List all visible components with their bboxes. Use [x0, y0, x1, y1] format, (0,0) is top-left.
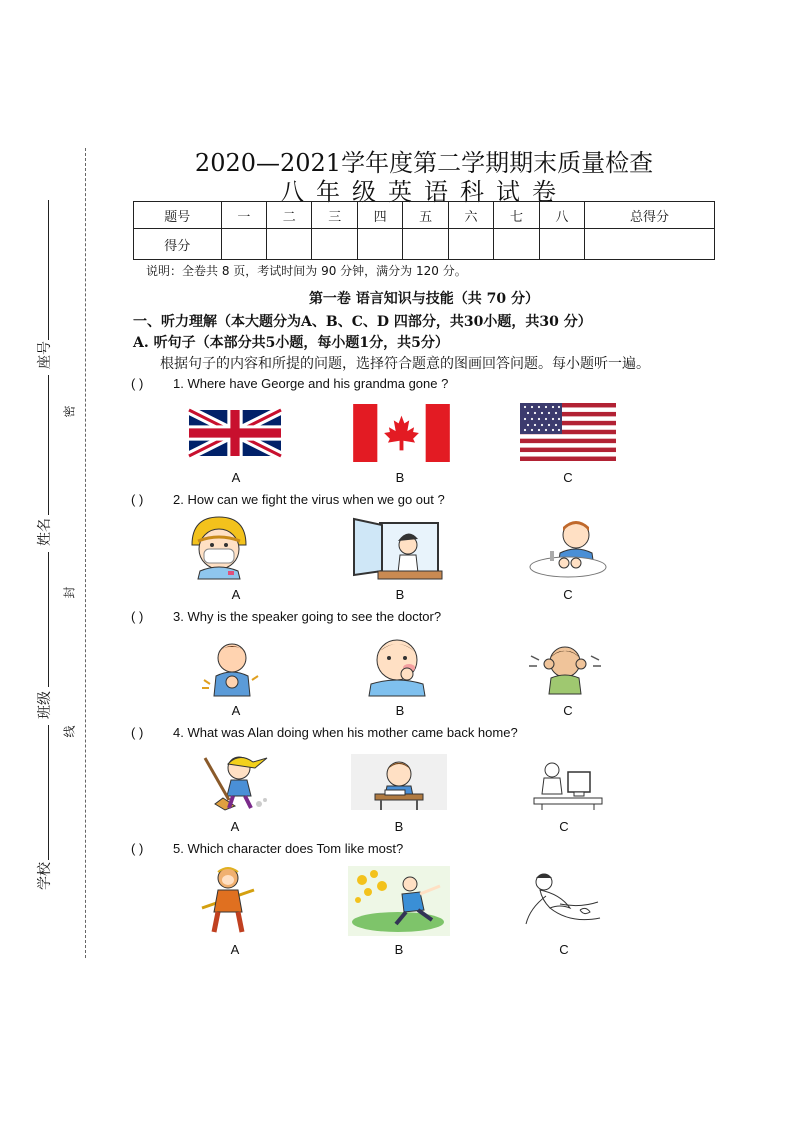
option-label: C	[559, 819, 569, 834]
option-label: A	[231, 587, 241, 602]
option-label: B	[395, 587, 405, 602]
seal-mark-xian: 线	[62, 725, 77, 738]
exam-title-line2: 八年级英语科试卷	[280, 178, 568, 206]
fairy-drawing-image[interactable]	[520, 868, 604, 928]
seat-number-label: 座号	[37, 341, 53, 369]
question-text: 2. How can we fight the virus when we go out ?	[173, 492, 445, 507]
canada-flag-image[interactable]	[353, 404, 450, 462]
score-cell[interactable]	[585, 229, 715, 260]
question-1	[131, 376, 448, 391]
girl-with-mask-image[interactable]	[188, 515, 250, 579]
question-text: 1. Where have George and his grandma gone ?	[173, 376, 449, 391]
option-label: A	[231, 703, 241, 718]
option-label: C	[563, 703, 573, 718]
sweeping-girl-image[interactable]	[195, 752, 275, 810]
score-table	[133, 201, 715, 260]
answer-blank[interactable]: ( )	[131, 725, 144, 740]
name-underline	[48, 375, 49, 515]
question-3	[131, 609, 441, 624]
part-title: 第一卷 语言知识与技能（共 70 分）	[308, 291, 540, 307]
us-flag-image[interactable]	[520, 403, 616, 461]
score-header-cell: 二	[267, 202, 312, 229]
question-5	[131, 841, 403, 856]
name-label: 姓名	[37, 518, 53, 546]
kungfu-scene-image[interactable]	[348, 866, 450, 936]
question-2	[131, 492, 445, 507]
studying-boy-image[interactable]	[351, 754, 447, 810]
score-cell[interactable]	[448, 229, 493, 260]
option-label: C	[559, 942, 569, 957]
question-text: 3. Why is the speaker going to see the doctor?	[173, 609, 442, 624]
exam-title-line1: 2020—2021学年度第二学期期末质量检查	[194, 149, 654, 177]
score-table-header-row	[134, 202, 715, 229]
option-label: A	[231, 470, 241, 485]
score-header-cell: 八	[539, 202, 584, 229]
class-label: 班级	[37, 691, 53, 719]
subsection-title: A. 听句子（本部分共5小题，每小题1分，共5分）	[133, 335, 449, 351]
option-label: B	[395, 470, 405, 485]
score-header-cell: 七	[494, 202, 539, 229]
option-label: A	[230, 819, 240, 834]
binding-dashed-line	[85, 148, 86, 958]
seal-mark-mi: 密	[62, 405, 77, 418]
score-header-cell: 总得分	[585, 202, 715, 229]
score-cell[interactable]	[221, 229, 266, 260]
school-underline	[48, 725, 49, 860]
school-label: 学校	[37, 862, 53, 890]
score-header-cell: 题号	[134, 202, 222, 229]
score-header-cell: 一	[221, 202, 266, 229]
score-cell[interactable]	[357, 229, 402, 260]
computer-user-image[interactable]	[530, 760, 606, 810]
washing-hands-image[interactable]	[528, 517, 608, 579]
score-cell[interactable]	[494, 229, 539, 260]
exam-note: 说明：全卷共 8 页，考试时间为 90 分钟，满分为 120 分。	[146, 264, 467, 278]
score-cell[interactable]	[403, 229, 448, 260]
seat-number-underline	[48, 200, 49, 340]
seal-mark-feng: 封	[62, 586, 77, 599]
option-label: C	[563, 587, 573, 602]
opening-window-image[interactable]	[350, 517, 450, 581]
score-cell[interactable]	[312, 229, 357, 260]
answer-blank[interactable]: ( )	[131, 841, 144, 856]
score-header-cell: 三	[312, 202, 357, 229]
option-label: C	[563, 470, 573, 485]
instruction-text: 根据句子的内容和所提的问题，选择符合题意的图画回答问题。每小题听一遍。	[160, 356, 650, 372]
question-4	[131, 725, 518, 740]
class-underline	[48, 552, 49, 687]
toothache-boy-image[interactable]	[361, 638, 433, 696]
answer-blank[interactable]: ( )	[131, 609, 144, 624]
score-header-cell: 五	[403, 202, 448, 229]
score-cell[interactable]	[267, 229, 312, 260]
score-header-cell: 六	[448, 202, 493, 229]
option-label: A	[230, 942, 240, 957]
answer-blank[interactable]: ( )	[131, 376, 144, 391]
answer-blank[interactable]: ( )	[131, 492, 144, 507]
monkey-king-image[interactable]	[200, 864, 256, 934]
option-label: B	[395, 703, 405, 718]
headache-boy-image[interactable]	[525, 642, 605, 694]
stomachache-boy-image[interactable]	[200, 640, 262, 696]
score-header-cell: 四	[357, 202, 402, 229]
question-text: 4. What was Alan doing when his mother came back home?	[173, 725, 518, 740]
question-text: 5. Which character does Tom like most?	[173, 841, 404, 856]
score-table-score-row	[134, 229, 715, 260]
section-title: 一、听力理解（本大题分为A、B、C、D 四部分，共30小题，共30 分）	[133, 314, 592, 330]
option-label: B	[394, 942, 404, 957]
score-cell[interactable]	[539, 229, 584, 260]
score-row-label: 得分	[134, 229, 222, 260]
option-label: B	[394, 819, 404, 834]
uk-flag-image[interactable]	[189, 408, 281, 458]
